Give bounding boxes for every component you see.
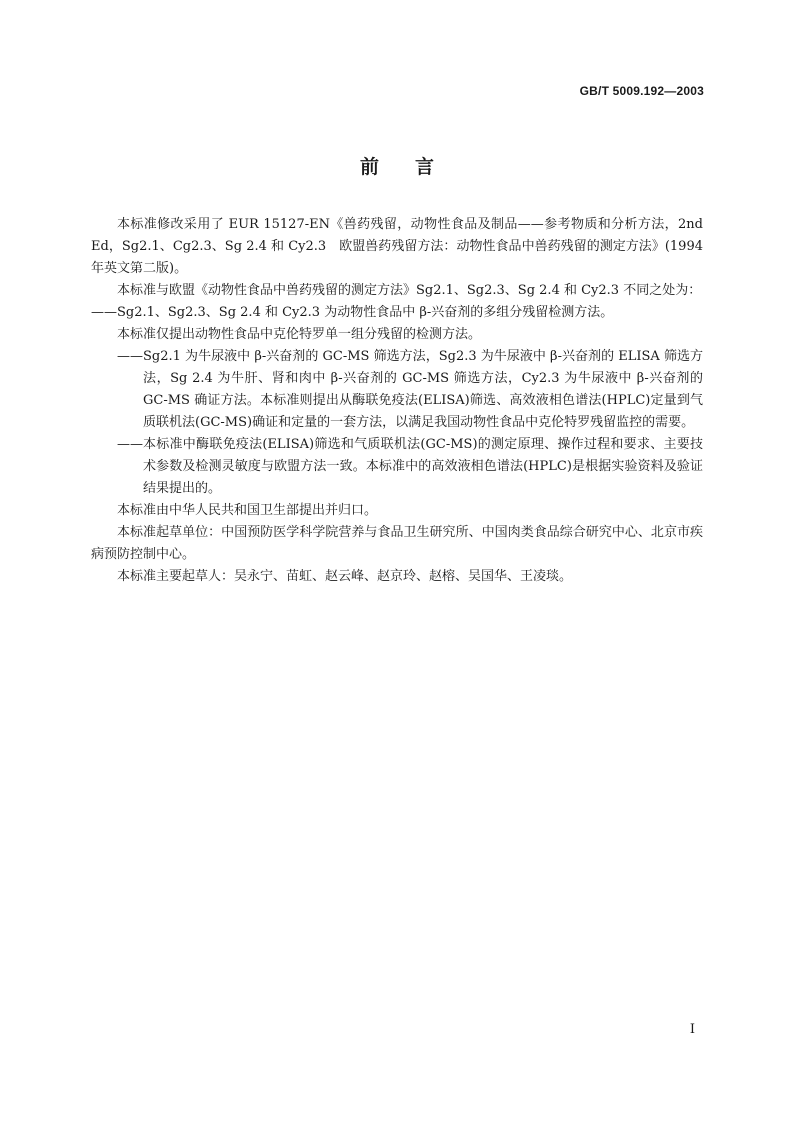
paragraph-differences-intro: 本标准与欧盟《动物性食品中兽药残留的测定方法》Sg2.1、Sg2.3、Sg 2.4 和 Cy2.3 不同之处为： [117, 283, 702, 298]
page-title: 前言 [359, 156, 470, 178]
dash-mark: —— [91, 305, 117, 320]
dash-mark: —— [117, 437, 143, 452]
list-item [91, 434, 703, 500]
paragraph-scope: 本标准仅提出动物性食品中克伦特罗单一组分残留的检测方法。 [117, 327, 482, 342]
paragraph-adoption: 本标准修改采用了 EUR 15127-EN《兽药残留，动物性食品及制品——参考物质和分析方法，2nd Ed，Sg2.1、Cg2.3、Sg 2.4 和 Cy2.3 欧盟兽药残留方法：动物性食品中兽药残留的测定方法》(1994 年英文第二版)。 [91, 217, 703, 276]
list-item [91, 346, 703, 434]
list-item [91, 302, 703, 324]
foreword-body [91, 214, 703, 588]
list-item-text: Sg2.1、Sg2.3、Sg 2.4 和 Cy2.3 为动物性食品中 β-兴奋剂的多组分残留检测方法。 [117, 305, 614, 320]
paragraph-drafting-units: 本标准起草单位：中国预防医学科学院营养与食品卫生研究所、中国肉类食品综合研究中心、北京市疾病预防控制中心。 [91, 525, 703, 562]
list-item-text: Sg2.1 为牛尿液中 β-兴奋剂的 GC-MS 筛选方法，Sg2.3 为牛尿液中 β-兴奋剂的 ELISA 筛选方法，Sg 2.4 为牛肝、肾和肉中 β-兴奋剂的 GC-MS 筛选方法，Cy2.3 为牛尿液中 β-兴奋剂的 GC-MS 确证方法。本标准则提出从酶联免疫法(ELISA)筛选、高效液相色谱法(HPLC)定量到气质联机法(GC-MS)确证和定量的一套方法，以满足我国动物性食品中克伦特罗残留监控的需要。 [143, 349, 703, 430]
dash-mark: —— [117, 349, 143, 364]
paragraph-proposer: 本标准由中华人民共和国卫生部提出并归口。 [117, 503, 378, 518]
paragraph-drafters: 本标准主要起草人：吴永宁、苗虹、赵云峰、赵京玲、赵榕、吴国华、王凌琰。 [117, 569, 573, 584]
page-number: I [689, 1022, 695, 1037]
standard-code: GB/T 5009.192—2003 [579, 84, 704, 98]
list-item-text: 本标准中酶联免疫法(ELISA)筛选和气质联机法(GC-MS)的测定原理、操作过程和要求、主要技术参数及检测灵敏度与欧盟方法一致。本标准中的高效液相色谱法(HPLC)是根据实验资料及验证结果提出的。 [143, 437, 703, 496]
